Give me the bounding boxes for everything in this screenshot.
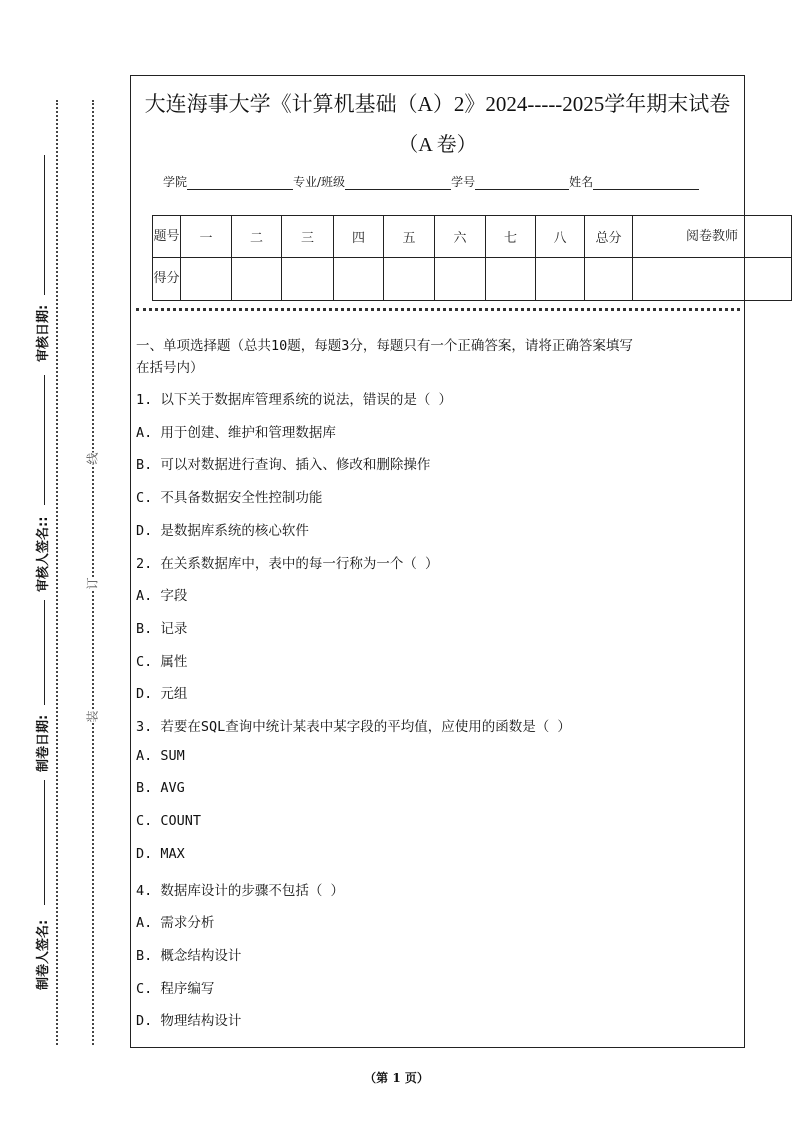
review-date-label: 审核日期: xyxy=(36,304,51,362)
question-stem: 2. 在关系数据库中，表中的每一行称为一个（ ） xyxy=(136,555,439,572)
col-header: 五 xyxy=(384,216,435,258)
score-table xyxy=(152,215,792,301)
name-label: 姓名 xyxy=(569,175,594,189)
college-label: 学院 xyxy=(163,175,188,189)
score-cell xyxy=(435,258,486,301)
answer-option: D. MAX xyxy=(136,845,185,862)
col-header: 一 xyxy=(181,216,232,258)
section-heading-cont: 在括号内） xyxy=(136,360,204,376)
col-header: 四 xyxy=(334,216,384,258)
answer-option: C. 不具备数据安全性控制功能 xyxy=(136,490,323,507)
score-cell xyxy=(633,258,792,301)
score-cell xyxy=(181,258,232,301)
answer-option: C. 属性 xyxy=(136,653,188,670)
paper-author-signature-label: 制卷人签名: xyxy=(36,919,51,990)
answer-option: B. 可以对数据进行查询、插入、修改和删除操作 xyxy=(136,457,431,474)
binding-dotted-line-inner xyxy=(92,100,94,1045)
reviewer-signature-label: 审核人签名:: xyxy=(36,516,51,592)
question-stem: 1. 以下关于数据库管理系统的说法，错误的是（ ） xyxy=(136,392,453,408)
answer-option: A. 用于创建、维护和管理数据库 xyxy=(136,424,336,441)
binding-mark-bind: 装 xyxy=(85,710,100,723)
student-id-label: 学号 xyxy=(451,175,476,189)
college-field[interactable] xyxy=(187,175,293,190)
question-stem: 3. 若要在SQL查询中统计某表中某字段的平均值，应使用的函数是（ ） xyxy=(136,719,571,735)
answer-option: D. 是数据库系统的核心软件 xyxy=(136,522,309,539)
binding-mark-staple: 订 xyxy=(85,577,100,590)
score-cell xyxy=(384,258,435,301)
section-heading: 一、单项选择题（总共10题，每题3分，每题只有一个正确答案，请将正确答案填写 xyxy=(136,338,633,354)
exam-title: 大连海事大学《计算机基础（A）2》2024-----2025学年期末试卷 xyxy=(144,92,731,116)
score-cell xyxy=(334,258,384,301)
answer-option: C. 程序编写 xyxy=(136,980,215,997)
answer-option: A. 字段 xyxy=(136,588,188,605)
review-date-line xyxy=(44,155,45,295)
col-header: 二 xyxy=(232,216,282,258)
answer-option: A. 需求分析 xyxy=(136,915,215,932)
score-cell xyxy=(232,258,282,301)
binding-mark-line: 线 xyxy=(85,452,100,465)
paper-date-line xyxy=(44,600,45,705)
question-number-header: 题号 xyxy=(153,216,181,258)
answer-option: A. SUM xyxy=(136,747,185,764)
reviewer-signature-line xyxy=(44,375,45,505)
answer-option: B. 概念结构设计 xyxy=(136,947,242,964)
answer-option: D. 元组 xyxy=(136,686,188,703)
exam-subtitle: （A 卷） xyxy=(398,134,477,156)
paper-author-signature-line xyxy=(44,780,45,905)
total-header: 总分 xyxy=(585,216,633,258)
student-info-line xyxy=(163,173,699,190)
section-separator xyxy=(136,308,740,311)
answer-option: D. 物理结构设计 xyxy=(136,1013,242,1030)
major-class-field[interactable] xyxy=(345,175,451,190)
student-id-field[interactable] xyxy=(475,175,569,190)
score-cell xyxy=(536,258,585,301)
question-stem: 4. 数据库设计的步骤不包括（ ） xyxy=(136,882,345,899)
score-cell xyxy=(282,258,334,301)
name-field[interactable] xyxy=(593,175,699,190)
col-header: 八 xyxy=(536,216,585,258)
binding-dotted-line-outer xyxy=(56,100,58,1045)
col-header: 六 xyxy=(435,216,486,258)
major-class-label: 专业/班级 xyxy=(293,175,346,189)
answer-option: B. 记录 xyxy=(136,620,188,637)
page-number: （第 1 页） xyxy=(364,1071,429,1085)
answer-option: C. COUNT xyxy=(136,813,202,830)
score-row-header: 得分 xyxy=(153,258,181,301)
col-header: 三 xyxy=(282,216,334,258)
score-cell xyxy=(585,258,633,301)
col-header: 七 xyxy=(486,216,536,258)
paper-date-label: 制卷日期: xyxy=(36,714,51,772)
grader-header: 阅卷教师 xyxy=(633,216,792,258)
answer-option: B. AVG xyxy=(136,780,185,797)
score-cell xyxy=(486,258,536,301)
